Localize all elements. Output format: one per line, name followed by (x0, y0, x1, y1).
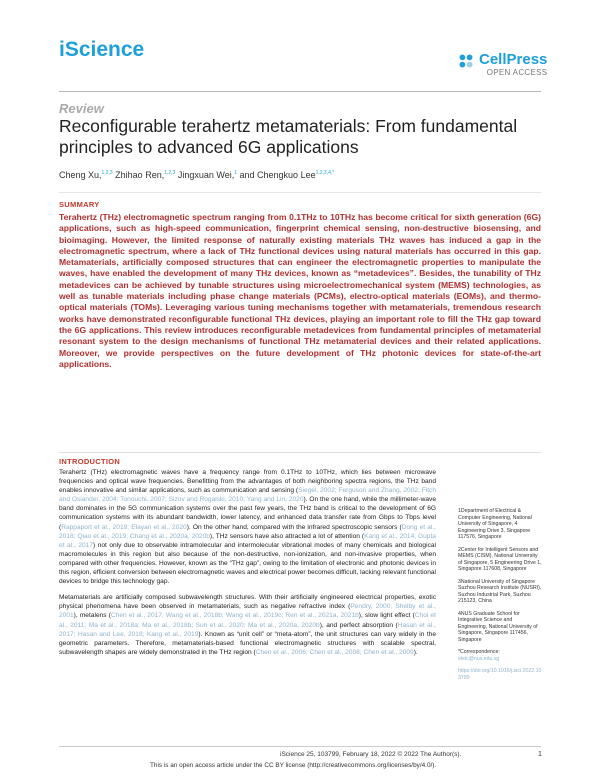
citation-link[interactable]: Choi et al., 2011; Ma et al., 2018a; Ma et al., 2018b; Sun et al., 2020; Ma et al., 2020a, 2020b (59, 612, 436, 629)
body-text: Metamaterials are artificially composed subwavelength structures. With their artificially engineered electrical properties, exotic physical phenomena have been observed in metamaterials, such as negative refractive index ( (59, 594, 436, 611)
cellpress-logo-icon (457, 52, 475, 70)
citation-link[interactable]: Dong et al., 2018; Qiao et al., 2019; Chang et al., 2020a, 2020b (59, 523, 436, 540)
page-number: 1 (538, 751, 542, 758)
affiliation-2: 2Center for Intelligent Sensors and MEMS (CISM), National University of Singapore, 5 Engineering Drive 1, Singapore 117608, Singapore (458, 546, 542, 572)
intro-paragraph-1 (59, 468, 436, 586)
citation-link[interactable]: Kang et al., 2014; Gupta et al., 2017 (59, 532, 436, 549)
body-text: Terahertz (THz) electromagnetic waves have a frequency range from 0.1THz to 10THz, which lies between microwave frequencies and optical wave frequencies. Benefitting from the advantages of both neighboring spectra regions, the THz band enables innovative and similar applications, such as communication and sensing ( (59, 469, 436, 495)
body-text: ). Known as “unit cell” or “meta-atom”, the unit structures can vary widely in the geometric parameters. Therefore, metamaterials-based functional electromagnetic structures with scalable spectral, subwavelength shapes are widely demonstrated in the THz region ( (59, 630, 436, 656)
correspondence-email[interactable]: elelc@nus.edu.sg (458, 655, 500, 662)
author-name: Zhihao Ren, (115, 170, 165, 180)
authors-divider (59, 192, 541, 193)
publisher-name: CellPress (479, 51, 548, 68)
open-access-label: OPEN ACCESS (486, 68, 548, 77)
citation-link[interactable]: Rappaport et al., 2019; Elayan et al., 2020 (61, 523, 187, 531)
summary-heading: SUMMARY (59, 200, 100, 209)
body-text: ), slow light effect ( (358, 612, 415, 620)
affiliation-3: 3National University of Singapore Suzhou Research Institute (NUSRI), Suzhou Industrial Park, Suzhou 215123, China (458, 578, 542, 604)
author-affiliation-marks[interactable]: 1,2,3,4,* (315, 170, 335, 176)
intro-divider (59, 452, 541, 453)
citation-link[interactable]: Pendry, 2000; Shelby et al., 2001 (59, 603, 436, 620)
license-notice[interactable]: This is an open access article under the CC BY license (http://creativecommons.org/licenses/by/4.0/). (150, 762, 437, 769)
author-affiliation-marks[interactable]: 1 (234, 170, 237, 176)
body-text: ). (413, 648, 418, 656)
body-text: ) not only due to observable intramolecular and intermolecular vibrational modes of many chemicals and biological macromolecules in this region but also because of the non-destructive, non-ionization, and non-invasive properties, when compared with other frequencies. However, known as the “THz gap”, owing to the limitation of electronic and photonic devices in this region, efficient conversion between electromagnetic waves and electrical power becomes difficult, lacking relevant functional devices to bridge this technology gap. (59, 541, 436, 586)
author-name: Cheng Xu, (59, 170, 102, 180)
author-affiliation-marks[interactable]: 1,2,3 (101, 170, 113, 176)
affiliations-sidebar (458, 508, 542, 687)
author-list (59, 170, 334, 180)
body-text: ). On the one hand, while the millimeter-wave band dominates in the 5G communication systems over the past few years, the THz band is critical to the development of 6G communication systems with its abundant bandwidth, lower latency, and enhanced data transfer rate from Gbps to Tbps level ( (59, 496, 436, 531)
body-text: ), THz sensors have also attracted a lot of attention ( (209, 532, 365, 540)
header-divider (59, 91, 541, 92)
intro-paragraph-2 (59, 593, 436, 657)
footer-citation: iScience 25, 103799, February 18, 2022 © 2022 The Author(s). (280, 751, 462, 758)
citation-link[interactable]: Hasan et al., 2017; Hasan and Lee, 2018; Kang et al., 2019 (59, 621, 436, 638)
author-name: Jingxuan Wei, (177, 170, 235, 180)
citation-link[interactable]: Chen et al., 2006; Chen et al., 2008; Chen et al., 2009 (255, 648, 414, 656)
citation-link[interactable]: Siegel, 2002; Ferguson and Zhang, 2002; Fitch and Osiander, 2004; Tonouchi, 2007; Sizov and Rogalski, 2010; Yang and Lin, 2020 (59, 487, 436, 504)
correspondence-label: *Correspondence: (458, 649, 500, 655)
author-name: and Chengkuo Lee (239, 170, 316, 180)
summary-text: Terahertz (THz) electromagnetic spectrum ranging from 0.1THz to 10THz has become critical for sixth generation (6G) applications, such as high-speed communication, fingerprint chemical sensing, non-destructive biosensing, and bioimaging. However, the limited response of naturally existing materials THz waves has induced a gap in the electromagnetic spectrum, where a lack of THz functional devices using natural materials has occurred in this gap. Metamaterials, artificially composed structures that can engineer the electromagnetic properties to manipulate the waves, have enabled the development of many THz devices, known as “metadevices”. Besides, the tunability of THz metadevices can be achieved by tunable structures using microelectromechanical system (MEMS) technologies, as well as tunable materials including phase change materials (PCMs), electro-optical materials (EOMs), and thermo-optical materials (TOMs). Leveraging various tuning mechanisms together with metamaterials, tremendous research works have demonstrated reconfigurable functional THz devices, playing an important role to fill the THz gap toward the 6G applications. This review introduces reconfigurable metadevices from fundamental principles of metamaterial resonant system to the design mechanisms of functional THz metamaterial devices and their related applications. Moreover, we provide perspectives on the future development of THz photonic devices for state-of-the-art applications. (59, 212, 541, 369)
affiliation-4: 4NUS Graduate School for Integrative Science and Engineering, National University of Singapore, Singapore 117456, Singapore (458, 610, 538, 643)
body-text: ), and perfect absorption ( (319, 621, 398, 629)
article-title: Reconfigurable terahertz metamaterials: From fundamental principles to advanced 6G applications (59, 116, 518, 157)
body-text: ). On the other hand, compared with the infrared spectroscopic sensors ( (186, 523, 402, 531)
introduction-heading: INTRODUCTION (59, 457, 121, 466)
citation-link[interactable]: Chen et al., 2017; Wang et al., 2018b; Wang et al., 2019c; Ren et al., 2021a, 2021b (110, 612, 359, 620)
doi-link[interactable]: https://doi.org/10.1016/j.isci.2022.103799 (458, 668, 542, 681)
affiliation-1: 1Department of Electrical & Computer Engineering, National University of Singapore, 4 Engineering Drive 3, Singapore 117576, Singapore (458, 508, 532, 540)
body-text: ), metalens ( (73, 612, 111, 620)
article-type: Review (59, 101, 104, 116)
publisher-logo (457, 52, 547, 77)
footer-divider (59, 746, 541, 747)
journal-name: iScience (59, 38, 145, 61)
introduction-body (59, 468, 436, 664)
author-affiliation-marks[interactable]: 1,2,3 (164, 170, 176, 176)
